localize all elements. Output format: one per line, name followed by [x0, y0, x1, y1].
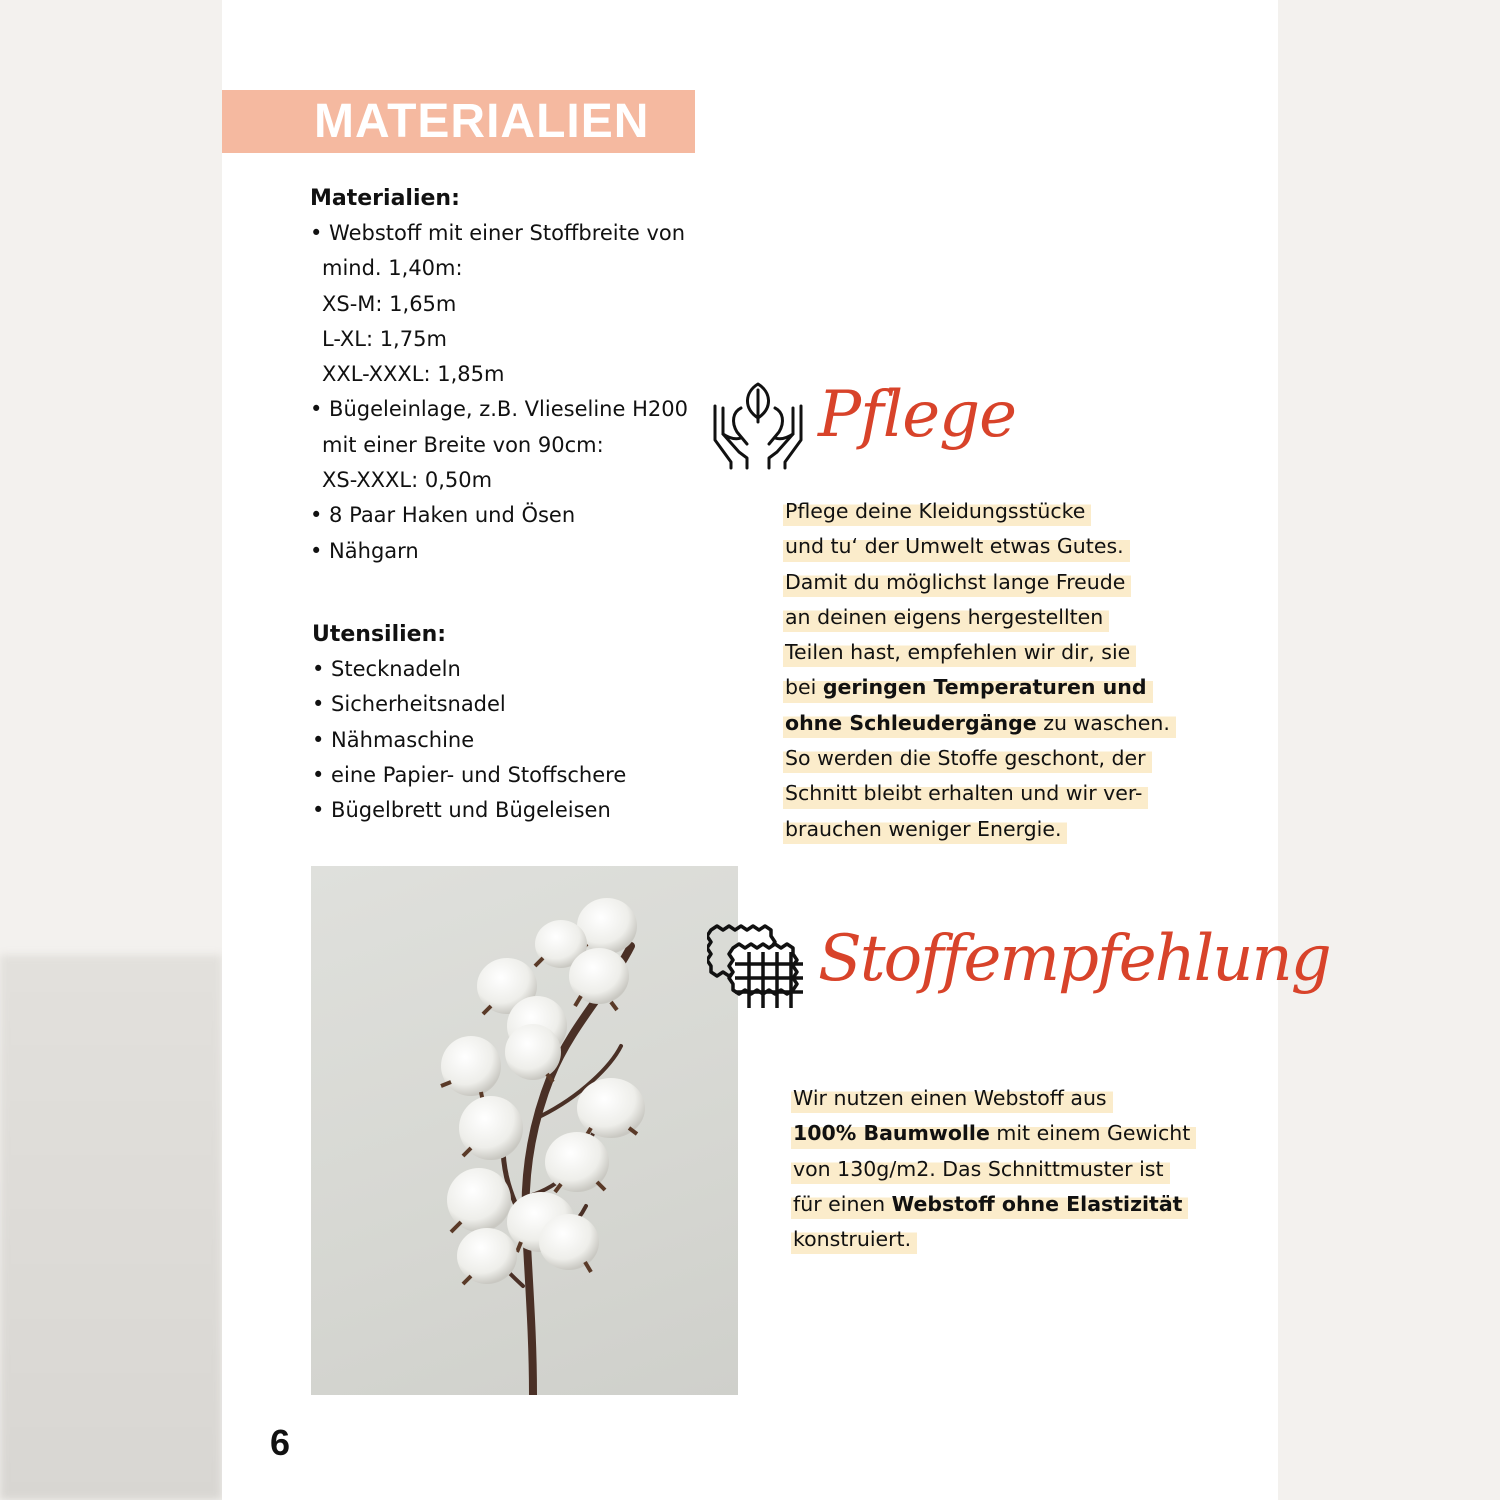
care-highlight [783, 776, 1148, 811]
blurred-left-page [0, 0, 222, 1500]
care-highlight [783, 494, 1091, 529]
care-highlight [783, 812, 1067, 847]
care-line [783, 706, 1176, 741]
hands-leaf-icon [711, 378, 805, 472]
fabric-line [791, 1116, 1196, 1151]
materials-line: XS-XXXL: 0,50m [322, 468, 493, 493]
fabric-text: von 130g/m2. Das Schnittmuster ist [793, 1156, 1164, 1181]
blurred-photo [0, 955, 222, 1500]
materials-line: XXL-XXXL: 1,85m [322, 362, 505, 387]
care-highlight [783, 635, 1136, 670]
care-paragraph [783, 494, 1176, 847]
tools-item: • Nähmaschine [312, 727, 475, 752]
fabric-line [791, 1222, 1196, 1257]
care-line [783, 812, 1176, 847]
fabric-text: konstruiert. [793, 1227, 912, 1252]
tools-section [312, 617, 626, 828]
care-line [783, 494, 1176, 529]
care-text: So werden die Stoffe geschont, der [785, 746, 1146, 771]
materials-line: • Bügeleinlage, z.B. Vlieseline H200 [310, 397, 688, 422]
care-line [783, 776, 1176, 811]
care-text: Teilen hast, empfehlen wir dir, sie [785, 640, 1131, 665]
care-text: Pflege deine Kleidungsstücke [785, 499, 1086, 523]
page-number: 6 [270, 1422, 291, 1463]
fabric-highlight [791, 1081, 1113, 1116]
care-text: Damit du möglichst lange Freude [785, 569, 1126, 594]
fabric-highlight [791, 1187, 1188, 1222]
materials-list [310, 216, 688, 569]
tools-item: • Sicherheitsnadel [312, 692, 506, 717]
care-text: Schnitt bleibt erhalten und wir ver- [785, 781, 1143, 806]
fabric-bold-text: Webstoff ohne Elastizität [891, 1191, 1183, 1216]
materials-line: mind. 1,40m: [322, 256, 463, 281]
materials-line: • 8 Paar Haken und Ösen [310, 503, 576, 528]
tools-list [312, 652, 626, 828]
care-line [783, 670, 1176, 705]
care-bold-text: ohne Schleudergänge [785, 710, 1037, 735]
care-highlight [783, 670, 1153, 705]
fabric-line [791, 1081, 1196, 1116]
materials-line: • Webstoff mit einer Stoffbreite von [310, 221, 686, 245]
fabric-line [791, 1187, 1196, 1222]
fabric-bold-text: 100% Baumwolle [793, 1121, 990, 1146]
fabric-highlight [791, 1222, 917, 1257]
care-line [783, 529, 1176, 564]
fabric-heading: Stoffempfehlung [818, 922, 1330, 996]
tools-item: • eine Papier- und Stoffschere [312, 762, 627, 787]
care-line [783, 635, 1176, 670]
page-title: MATERIALIEN [314, 95, 650, 148]
care-bold-text: geringen Temperaturen und [822, 675, 1147, 700]
care-highlight [783, 565, 1131, 600]
fabric-paragraph [791, 1081, 1196, 1257]
care-line [783, 741, 1176, 776]
care-highlight [783, 741, 1152, 776]
tools-item: • Stecknadeln [312, 657, 461, 681]
care-highlight [783, 600, 1109, 635]
tools-item: • Bügelbrett und Bügeleisen [312, 798, 611, 823]
care-line [783, 600, 1176, 635]
fabric-swatch-icon [707, 922, 807, 1016]
care-text: und tu‘ der Umwelt etwas Gutes. [785, 534, 1124, 559]
care-text: zu waschen. [1036, 710, 1170, 735]
materials-line: • Nähgarn [310, 538, 419, 563]
care-heading: Pflege [818, 378, 1016, 452]
cotton-photo [311, 866, 738, 1395]
materials-section [310, 181, 688, 569]
document-page [222, 0, 1330, 1500]
care-line [783, 565, 1176, 600]
care-text: bei [785, 675, 823, 700]
materials-line: L-XL: 1,75m [322, 326, 447, 351]
fabric-text: mit einem Gewicht [989, 1121, 1191, 1146]
fabric-text: Wir nutzen einen Webstoff aus [793, 1086, 1107, 1110]
care-text: an deinen eigens hergestellten [785, 604, 1104, 629]
blurred-right-page [1278, 0, 1500, 1500]
care-highlight [783, 706, 1176, 741]
tools-heading: Utensilien: [312, 622, 447, 647]
cotton-branch-illustration [311, 866, 738, 1395]
fabric-highlight [791, 1152, 1170, 1187]
fabric-text: für einen [793, 1191, 892, 1216]
care-text: brauchen weniger Energie. [785, 816, 1062, 841]
materials-heading: Materialien: [310, 186, 460, 211]
materials-line: XS-M: 1,65m [322, 291, 457, 316]
care-highlight [783, 529, 1130, 564]
fabric-line [791, 1152, 1196, 1187]
materials-line: mit einer Breite von 90cm: [322, 432, 604, 457]
fabric-highlight [791, 1116, 1196, 1151]
